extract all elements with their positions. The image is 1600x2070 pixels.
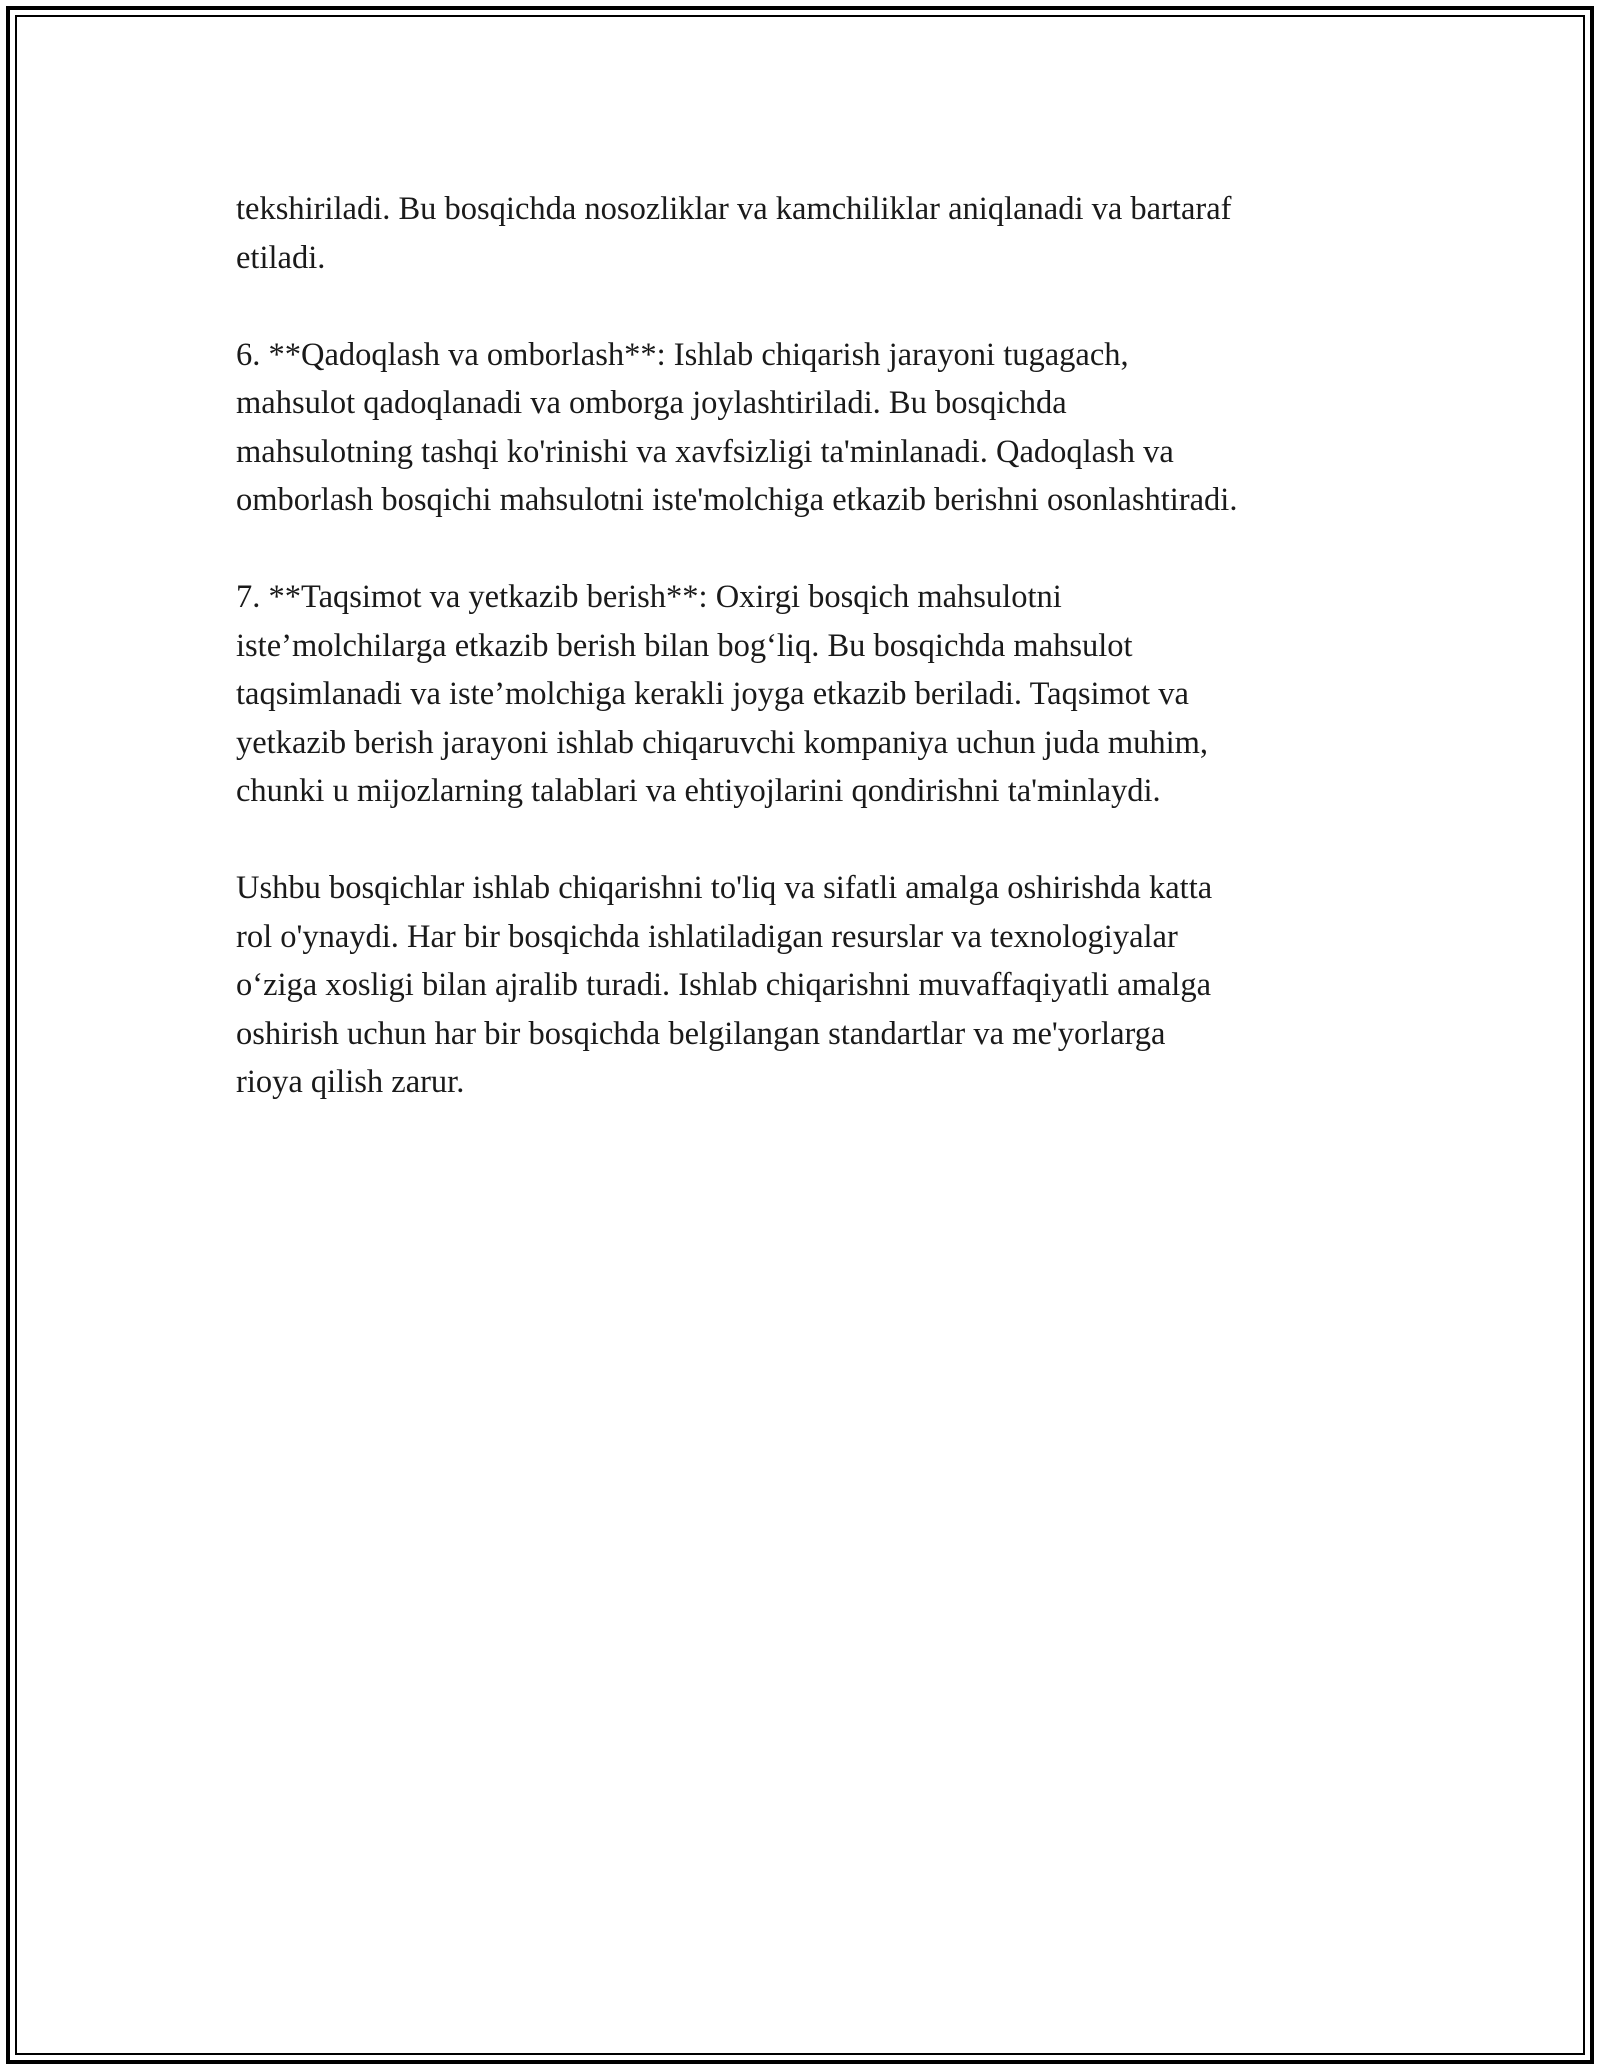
text-line: etiladi. [236,239,326,276]
paragraph-continuation [236,185,1386,282]
paragraph-conclusion [236,864,1386,1107]
text-line: o‘ziga xosligi bilan ajralib turadi. Ishlab chiqarishni muvaffaqiyatli amalga [236,967,1212,1003]
text-line: oshirish uchun har bir bosqichda belgilangan standartlar va me'yorlarga [236,1015,1166,1052]
paragraph-step-6 [236,331,1386,525]
text-line: tekshiriladi. Bu bosqichda nosozliklar va kamchiliklar aniqlanadi va bartaraf [236,191,1232,227]
text-line: 6. **Qadoqlash va omborlash**: Ishlab chiqarish jarayoni tugagach, [236,336,1129,373]
text-line: iste’molchilarga etkazib berish bilan bog‘liq. Bu bosqichda mahsulot [236,627,1133,664]
paragraph-step-7 [236,573,1386,816]
text-line: taqsimlanadi va iste’molchiga kerakli joyga etkazib beriladi. Taqsimot va [236,676,1189,712]
text-line: 7. **Taqsimot va yetkazib berish**: Oxirgi bosqich mahsulotni [236,579,1062,615]
text-line: mahsulot qadoqlanadi va omborga joylashtiriladi. Bu bosqichda [236,385,1067,421]
text-line: Ushbu bosqichlar ishlab chiqarishni to'liq va sifatli amalga oshirishda katta [236,870,1213,906]
text-line: chunki u mijozlarning talablari va ehtiyojlarini qondirishni ta'minlaydi. [236,773,1161,809]
text-line: rol o'ynaydi. Har bir bosqichda ishlatiladigan resurslar va texnologiyalar [236,918,1178,955]
text-line: yetkazib berish jarayoni ishlab chiqaruvchi kompaniya uchun juda muhim, [236,724,1209,761]
text-line: mahsulotning tashqi ko'rinishi va xavfsizligi ta'minlanadi. Qadoqlash va [236,433,1174,470]
text-line: omborlash bosqichi mahsulotni iste'molchiga etkazib berishni osonlashtiradi. [236,482,1238,518]
text-line: rioya qilish zarur. [236,1064,465,1100]
page-content [236,185,1386,1155]
